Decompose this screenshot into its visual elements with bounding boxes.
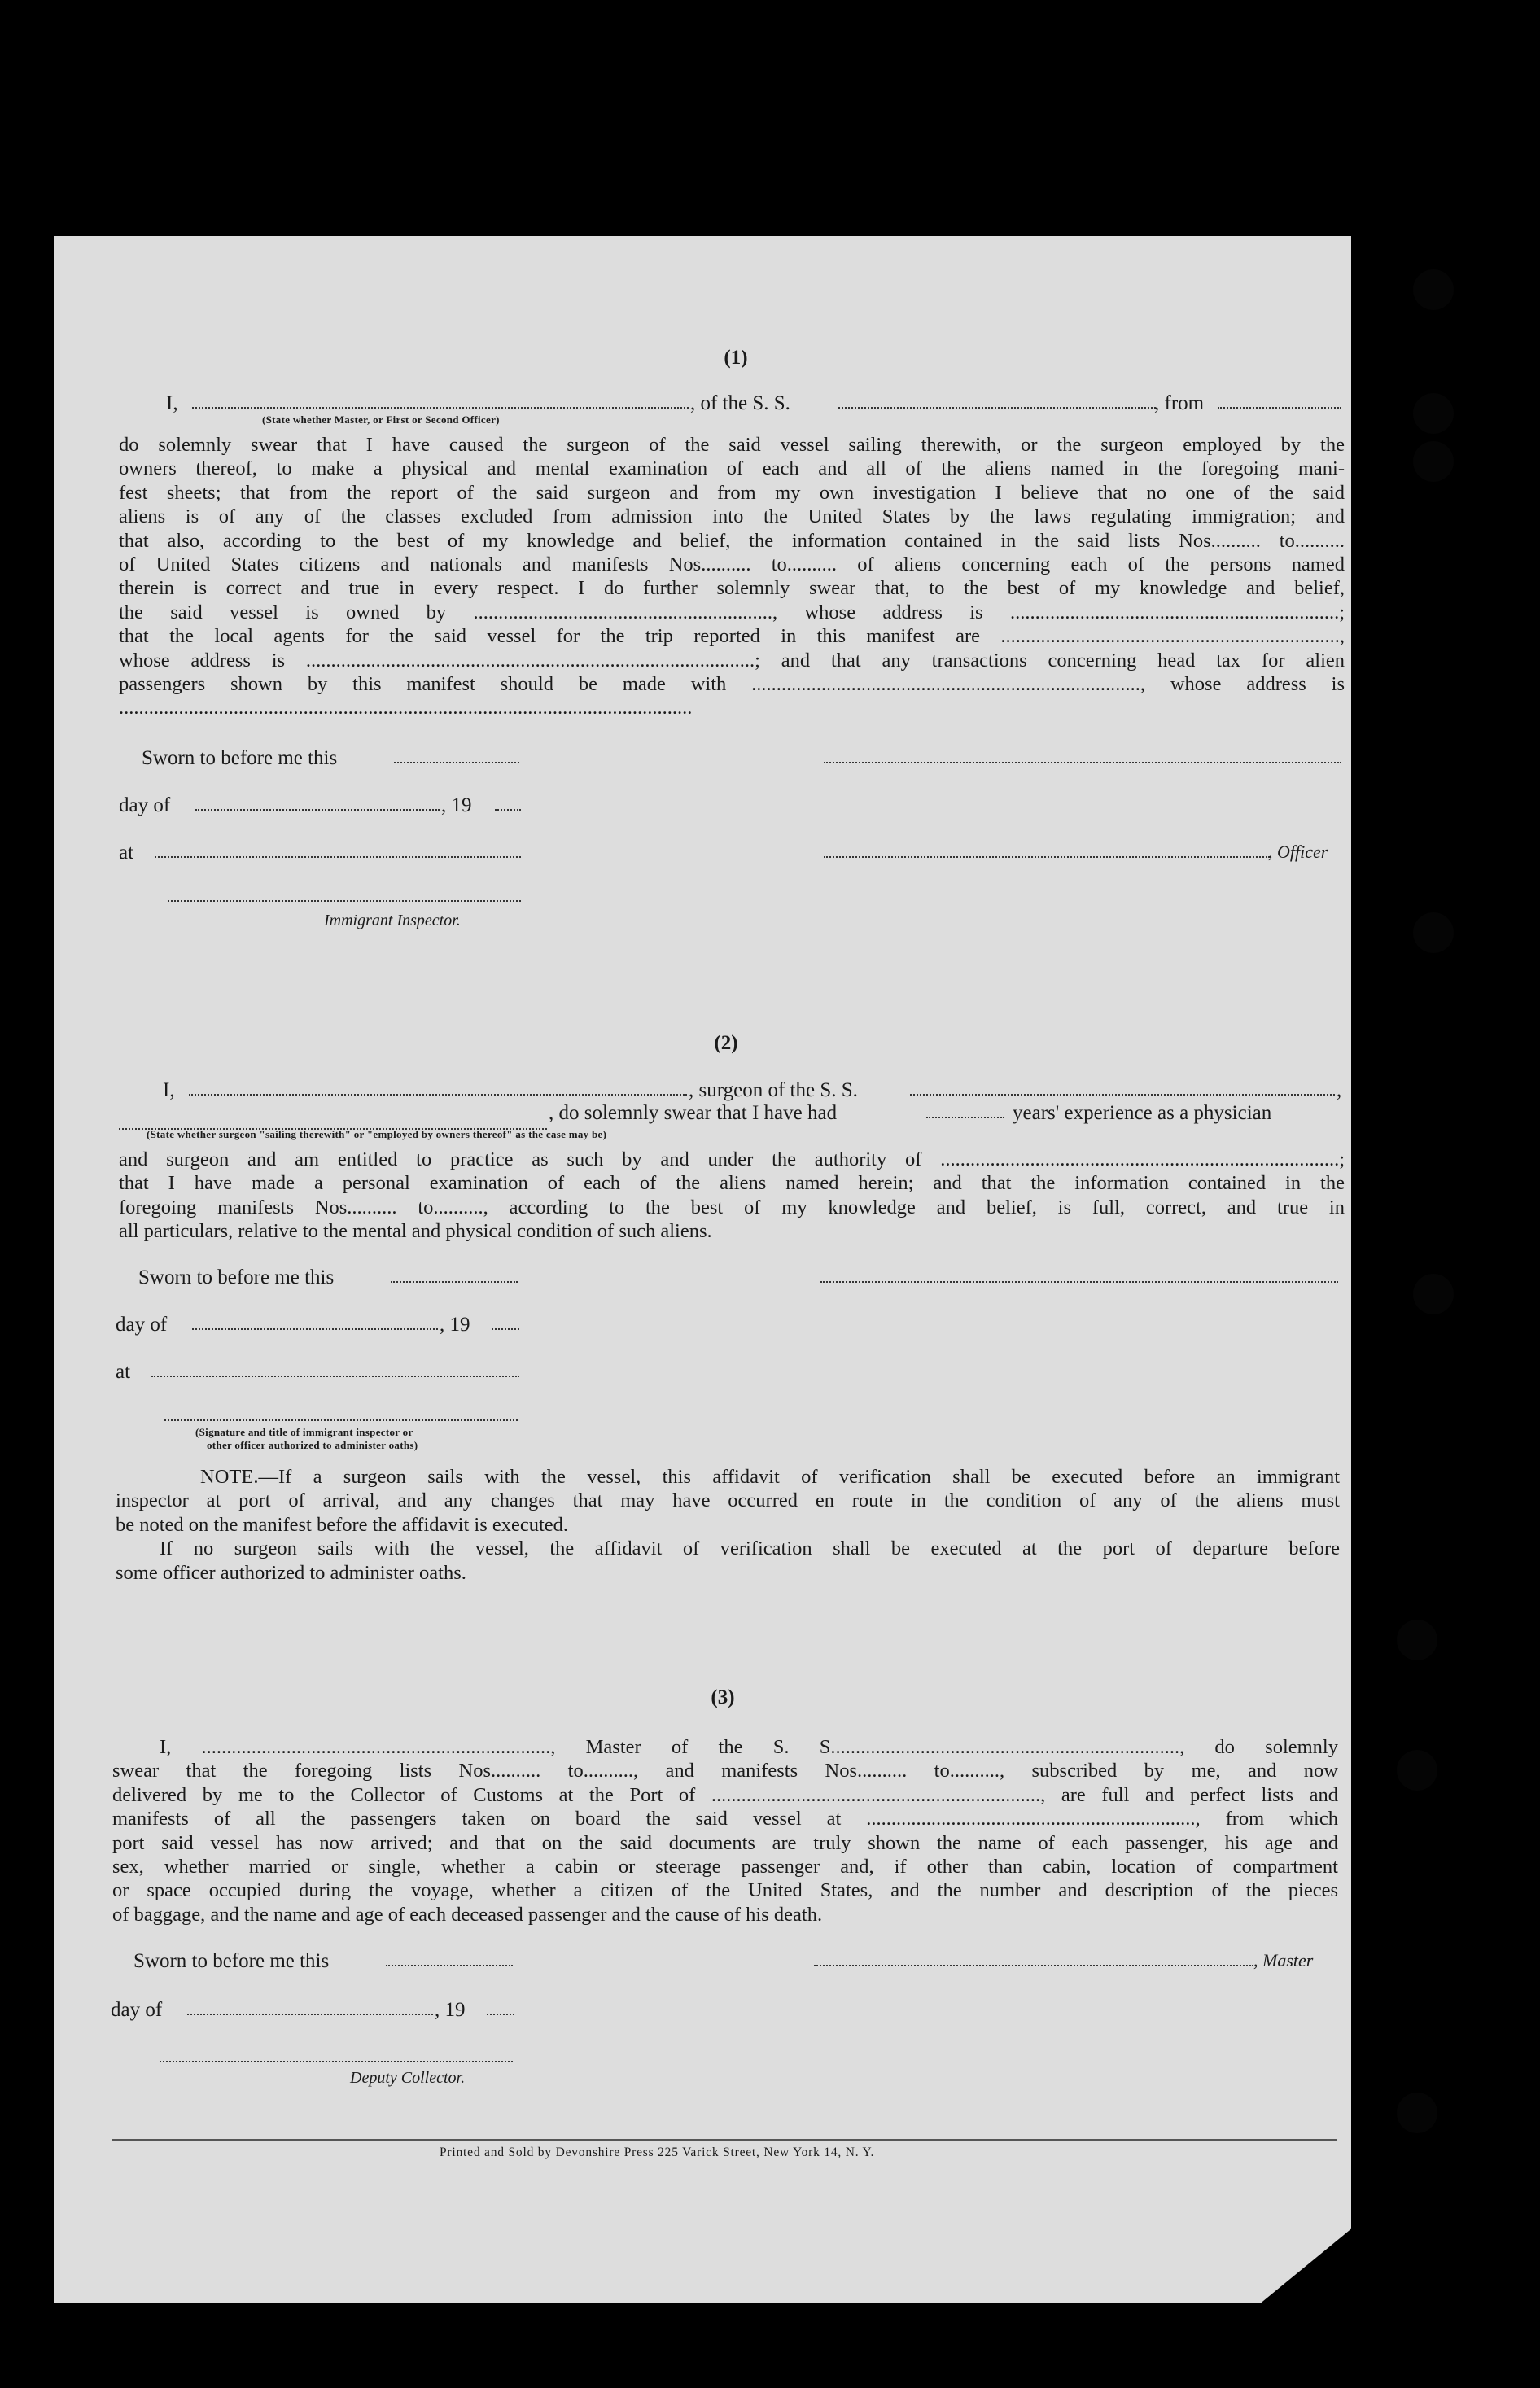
- year-label: , 19: [435, 1999, 466, 2021]
- collector-caption: Deputy Collector.: [350, 2069, 466, 2087]
- section-3-paragraph: I, ......................................................................, Master of the S. S......................................................................, do solemnly swear that the foregoing lists Nos.......... to.........., and manifests Nos.......... to.........., subscribed by me, and now delivered by me to the Collector of Customs at the Port of .................................................................., are full and perfect lists and manifests of all the passengers taken on board the said vessel at .................................................................., from which port said vessel has now arrived; and that on the said documents are truly shown the name of each passenger, his age and sex, whether married or single, whether a cabin or steerage passenger and, if other than cabin, location of compartment or space occupied during the voyage, whether a citizen of the United States, and the number and description of the pieces of baggage, and the name and age of each deceased passenger and the cause of his death.: [112, 1736, 1338, 1926]
- sworn-label: Sworn to before me this: [133, 1950, 330, 1972]
- comma: ,: [1337, 1079, 1342, 1101]
- year-field[interactable]: [492, 1327, 519, 1330]
- section-number: (1): [724, 347, 748, 369]
- sworn-date-field[interactable]: [386, 1963, 513, 1966]
- punch-hole: [1397, 1750, 1437, 1791]
- day-of-label: day of: [116, 1314, 168, 1336]
- sig-caption-1: (Signature and title of immigrant inspector or: [195, 1426, 413, 1438]
- punch-hole: [1413, 441, 1454, 482]
- years-label: years' experience as a physician: [1013, 1102, 1272, 1124]
- affiant-i: I,: [163, 1079, 175, 1101]
- footer-rule: [112, 2139, 1337, 2141]
- officer-name-field[interactable]: [192, 405, 689, 409]
- punch-hole: [1413, 912, 1454, 953]
- month-field[interactable]: [187, 2012, 433, 2015]
- printer-credit: Printed and Sold by Devonshire Press 225 Varick Street, New York 14, N. Y.: [440, 2145, 875, 2159]
- surgeon-caption: (State whether surgeon "sailing therewith" or "employed by owners thereof" as the case may be): [147, 1128, 607, 1140]
- vessel-name-field[interactable]: [838, 405, 1156, 409]
- at-label: at: [116, 1361, 131, 1383]
- surgeon-name-field[interactable]: [189, 1092, 687, 1096]
- inspector-signature-field[interactable]: [164, 1418, 518, 1421]
- punch-hole: [1413, 1274, 1454, 1314]
- collector-signature-field[interactable]: [160, 2059, 513, 2062]
- surgeon-signature-field[interactable]: [820, 1279, 1338, 1283]
- inspector-signature-field[interactable]: [168, 899, 521, 902]
- inspector-caption: Immigrant Inspector.: [324, 912, 461, 929]
- sworn-date-field[interactable]: [391, 1279, 518, 1283]
- punch-hole: [1397, 2093, 1437, 2133]
- master-signature-field[interactable]: [814, 1963, 1253, 1966]
- sworn-label: Sworn to before me this: [142, 747, 338, 769]
- section-number: (2): [714, 1032, 738, 1054]
- officer-caption: (State whether Master, or First or Second Officer): [262, 413, 500, 426]
- section-2-note: NOTE.—If a surgeon sails with the vessel, this affidavit of verification shall be executed before an immigrant inspector at port of arrival, and any changes that may have occurred en route in the condition of any of the aliens must be noted on the manifest before the affidavit is executed. If no surgeon sails with the vessel, the affidavit of verification shall be executed at the port of departure before some officer authorized to administer oaths.: [116, 1466, 1340, 1584]
- month-field[interactable]: [192, 1327, 438, 1330]
- day-of-label: day of: [119, 794, 171, 816]
- place-field[interactable]: [151, 1374, 519, 1377]
- officer-label: , Officer: [1268, 842, 1328, 862]
- year-label: , 19: [441, 794, 472, 816]
- at-label: at: [119, 842, 134, 864]
- officer-signature-field[interactable]: [824, 760, 1341, 763]
- from-port-field[interactable]: [1218, 405, 1341, 409]
- punch-hole: [1413, 269, 1454, 310]
- section-2-paragraph: and surgeon and am entitled to practice as such by and under the authority of ................................................................................; that I have made a personal examination of each of the aliens named herein; and that the information contained in the foregoing manifests Nos.......... to.........., according to the best of my knowledge and belief, is full, correct, and true in all particulars, relative to the mental and physical condition of such aliens.: [119, 1148, 1345, 1243]
- sig-caption-2: other officer authorized to administer oaths): [207, 1439, 418, 1451]
- month-field[interactable]: [195, 807, 440, 811]
- surgeon-of-label: , surgeon of the S. S.: [689, 1079, 858, 1101]
- of-ss-label: , of the S. S.: [690, 392, 790, 414]
- affiant-i: I,: [166, 392, 178, 414]
- master-label: , Master: [1253, 1950, 1314, 1970]
- day-of-label: day of: [111, 1999, 163, 2021]
- sworn-label: Sworn to before me this: [138, 1266, 335, 1288]
- year-field[interactable]: [487, 2012, 514, 2015]
- year-label: , 19: [440, 1314, 470, 1336]
- year-field[interactable]: [495, 807, 521, 811]
- punch-hole: [1397, 1620, 1437, 1660]
- punch-hole: [1413, 393, 1454, 434]
- years-field[interactable]: [926, 1115, 1004, 1118]
- officer-title-field[interactable]: [824, 855, 1270, 858]
- from-label: , from: [1154, 392, 1205, 414]
- swear-label: , do solemnly swear that I have had: [549, 1102, 838, 1124]
- place-field[interactable]: [155, 855, 521, 858]
- section-number: (3): [711, 1686, 735, 1708]
- sworn-date-field[interactable]: [394, 760, 519, 763]
- surgeon-vessel-field[interactable]: [910, 1092, 1335, 1096]
- section-1-paragraph: do solemnly swear that I have caused the surgeon of the said vessel sailing therewith, or the surgeon employed by the owners thereof, to make a physical and mental examination of each and all of the aliens named in the foregoing mani- fest sheets; that from the report of the said surgeon and from my own investigation I believe that no one of the said aliens is of any of the classes excluded from admission into the United States by the laws regulating immigration; and that also, according to the best of my knowledge and belief, the information contained in the said lists Nos.......... to.......... of United States citizens and nationals and manifests Nos.......... to.......... of aliens concerning each of the persons named therein is correct and true in every respect. I do further solemnly swear that, to the best of my knowledge and belief, the said vessel is owned by ............................................................, whose address is ..................................................................; that the local agents for the said vessel for the trip reported in this manifest are ...................................................................., whose address is ..........................................................................................; and that any transactions concerning head tax for alien passengers shown by this manifest should be made with .............................................................................., whose address is ...................................................................................................................: [119, 434, 1345, 719]
